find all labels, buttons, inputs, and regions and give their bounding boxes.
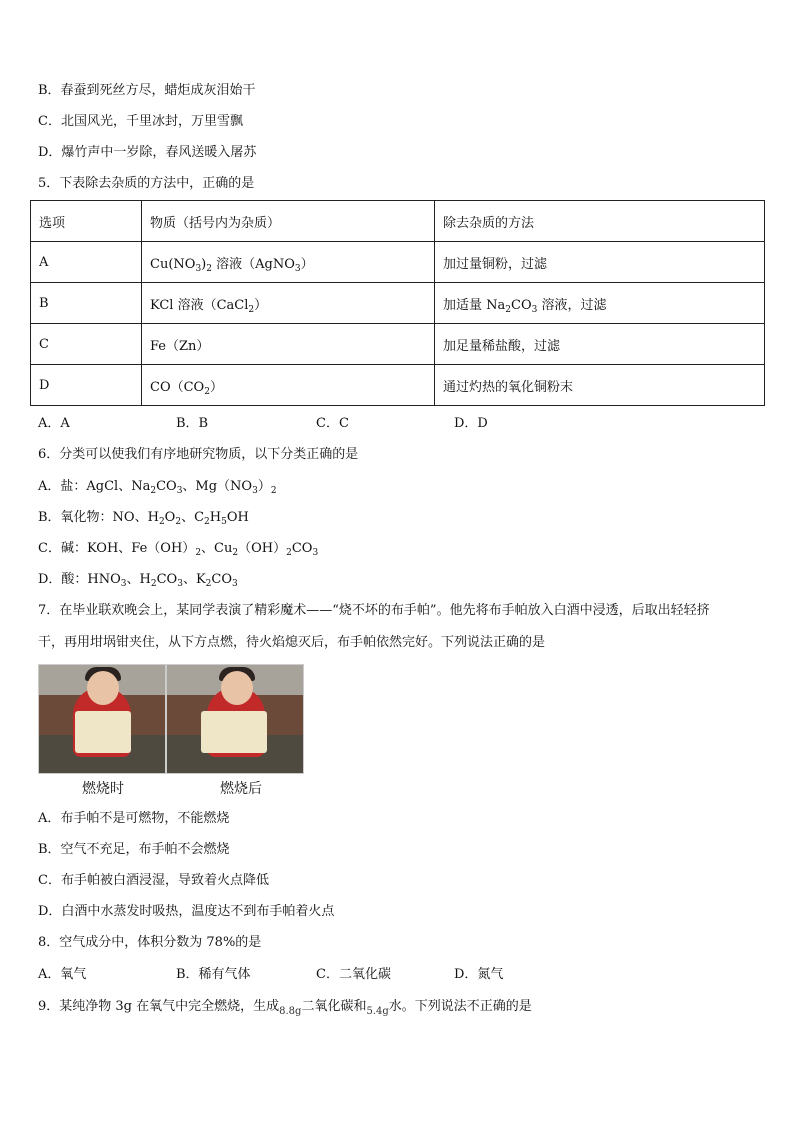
mass-co2: 8.8g — [279, 1006, 302, 1017]
table-cell-method: 加足量稀盐酸，过滤 — [435, 324, 765, 365]
q7-option-b: B．空气不充足，布手帕不会燃烧 — [38, 842, 230, 857]
table-row — [31, 283, 765, 324]
table-cell-substance: KCl 溶液（CaCl$_2$） — [142, 283, 435, 324]
q6-option-b: B．氧化物：NO、$H_2O_2$、$C_2H_5OH$ — [38, 510, 249, 527]
q5-stem: 5．下表除去杂质的方法中，正确的是 — [38, 176, 255, 191]
table-cell-substance: $CO(CO_2)$ — [142, 365, 435, 406]
q5-choices — [38, 415, 488, 433]
table-row — [31, 365, 765, 406]
mass-water: 5.4g — [366, 1006, 389, 1017]
table-cell-option: C — [31, 324, 142, 365]
table-cell-substance: $Cu(NO_3)_2$ 溶液（AgNO$_3$） — [142, 242, 435, 283]
q6-stem: 6．分类可以使我们有序地研究物质，以下分类正确的是 — [38, 447, 359, 462]
q7-option-a: A．布手帕不是可燃物，不能燃烧 — [38, 811, 230, 826]
choice-b: B．稀有气体 — [176, 967, 251, 982]
q5-table — [30, 200, 765, 406]
choice-c: C．C — [316, 416, 349, 431]
table-row — [31, 324, 765, 365]
table-header-cell: 选项 — [31, 201, 142, 242]
caption-burning: 燃烧时 — [82, 781, 124, 797]
table-cell-substance: Fe（Zn） — [142, 324, 435, 365]
choice-a: A．氧气 — [38, 967, 87, 982]
table-cell-method: 通过灼热的氧化铜粉末 — [435, 365, 765, 406]
table-header-cell: 除去杂质的方法 — [435, 201, 765, 242]
q7-stem-line1: 7．在毕业联欢晚会上，某同学表演了精彩魔术——“烧不坏的布手帕”。他先将布手帕放入白酒中浸透，后取出轻轻挤 — [38, 603, 710, 618]
q6-option-a: A．盐：AgCl、$Na_2CO_3$、$Mg(NO_3)_2$ — [38, 479, 277, 496]
q9-stem: 9．某纯净物 3g 在氧气中完全燃烧，生成$_{8.8g}$二氧化碳和$_{5.4g}$水。下列说法不正确的是 — [38, 999, 532, 1017]
choice-d: D．氮气 — [454, 967, 504, 982]
table-cell-method: 加适量 $Na_2CO_3$ 溶液，过滤 — [435, 283, 765, 324]
q4-option-b: B．春蚕到死丝方尽，蜡炬成灰泪始干 — [38, 83, 256, 98]
q7-stem-line2: 干，再用坩埚钳夹住，从下方点燃，待火焰熄灭后，布手帕依然完好。下列说法正确的是 — [38, 635, 546, 650]
table-row — [31, 242, 765, 283]
choice-a: A．A — [38, 416, 70, 431]
table-cell-option: A — [31, 242, 142, 283]
table-cell-option: B — [31, 283, 142, 324]
choice-d: D．D — [454, 416, 488, 431]
q7-option-d: D．白酒中水蒸发时吸热，温度达不到布手帕着火点 — [38, 904, 335, 919]
q7-option-c: C．布手帕被白酒浸湿，导致着火点降低 — [38, 873, 269, 888]
table-cell-option: D — [31, 365, 142, 406]
q6-option-d: D．酸：$HNO_3$、$H_2CO_3$、$K_2CO_3$ — [38, 572, 238, 589]
table-header-row — [31, 201, 765, 242]
photo-burning — [38, 664, 166, 774]
caption-after: 燃烧后 — [220, 781, 262, 797]
q8-choices — [38, 966, 503, 984]
choice-b: B．B — [176, 416, 209, 431]
photo-after-burning — [166, 664, 304, 774]
q4-option-c: C．北国风光，千里冰封，万里雪飘 — [38, 114, 243, 129]
q4-option-d: D．爆竹声中一岁除，春风送暖入屠苏 — [38, 145, 257, 160]
table-header-cell: 物质（括号内为杂质） — [142, 201, 435, 242]
choice-c: C．二氧化碳 — [316, 967, 391, 982]
q6-option-c: C．碱：KOH、$Fe(OH)_2$、$Cu_2(OH)_2CO_3$ — [38, 541, 319, 558]
table-cell-method: 加过量铜粉，过滤 — [435, 242, 765, 283]
q8-stem: 8．空气成分中，体积分数为 78%的是 — [38, 935, 262, 950]
